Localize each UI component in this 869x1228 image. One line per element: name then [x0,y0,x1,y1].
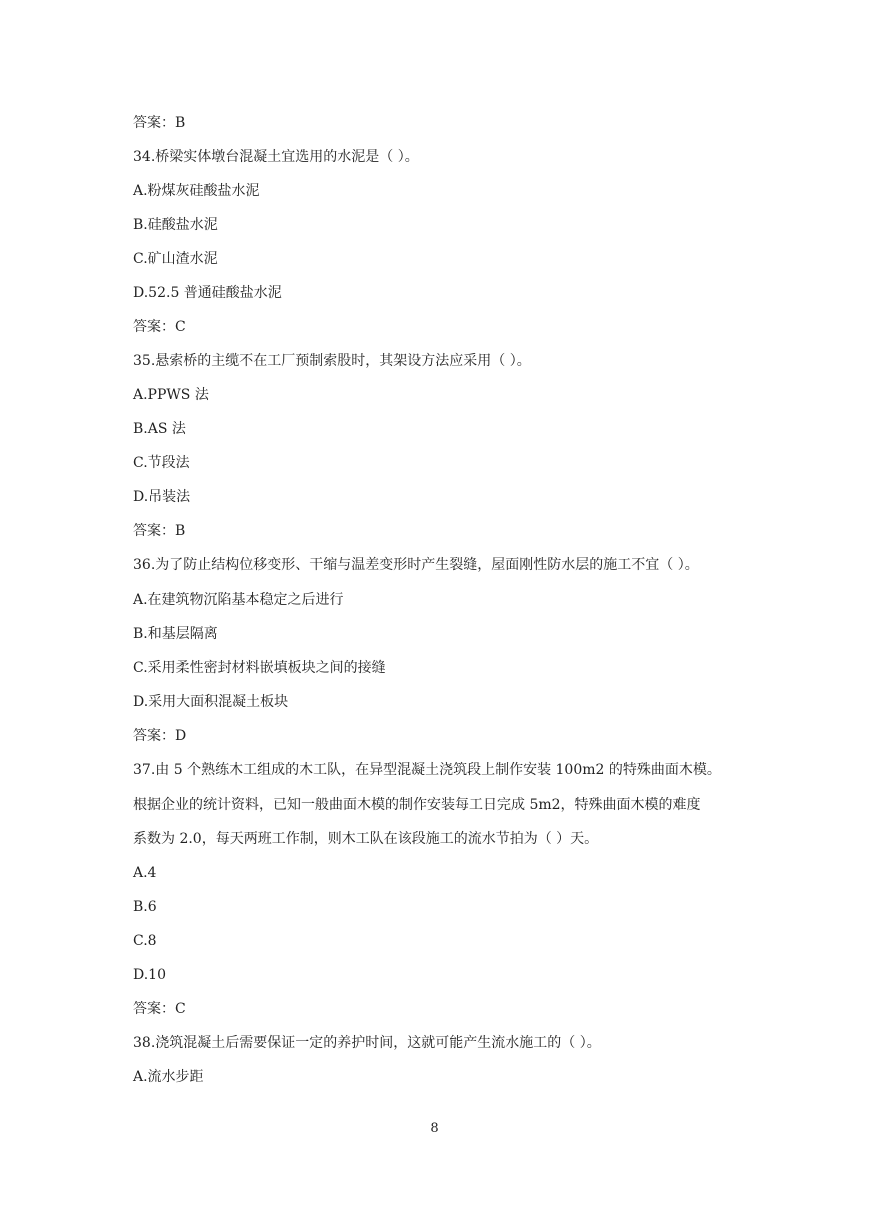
q36-option-d: D.采用大面积混凝土板块 [133,694,289,710]
q37-option-b: B.6 [133,899,157,915]
q35-option-a: A.PPWS 法 [133,387,209,403]
q36-option-a: A.在建筑物沉陷基本稳定之后进行 [133,592,344,608]
question-37-line-1: 37.由 5 个熟练木工组成的木工队，在异型混凝土浇筑段上制作安装 100m2 的特殊曲面木模。 [133,762,721,778]
q34-option-b: B.硅酸盐水泥 [133,217,218,233]
q38-option-a: A.流水步距 [133,1069,204,1085]
page-number: 8 [430,1121,439,1136]
q35-option-c: C.节段法 [133,455,190,471]
answer-33: 答案：B [133,115,186,131]
question-38: 38.浇筑混凝土后需要保证一定的养护时间，这就可能产生流水施工的（ ）。 [133,1035,601,1051]
answer-37: 答案：C [133,1001,186,1017]
question-34: 34.桥梁实体墩台混凝土宜选用的水泥是（ ）。 [133,149,419,165]
answer-35: 答案：B [133,523,186,539]
q34-option-d: D.52.5 普通硅酸盐水泥 [133,285,282,301]
q34-option-c: C.矿山渣水泥 [133,251,218,267]
answer-34: 答案：C [133,319,186,335]
q37-option-a: A.4 [133,865,157,881]
answer-36: 答案：D [133,728,187,744]
q35-option-b: B.AS 法 [133,421,186,437]
question-36: 36.为了防止结构位移变形、干缩与温差变形时产生裂缝，屋面刚性防水层的施工不宜（ ）。 [133,557,699,573]
q37-option-d: D.10 [133,967,166,983]
q37-option-c: C.8 [133,933,157,949]
question-35: 35.悬索桥的主缆不在工厂预制索股时，其架设方法应采用（ ）。 [133,353,531,369]
question-37-line-3: 系数为 2.0，每天两班工作制，则木工队在该段施工的流水节拍为（ ）天。 [133,831,599,847]
q34-option-a: A.粉煤灰硅酸盐水泥 [133,183,260,199]
q36-option-b: B.和基层隔离 [133,626,218,642]
q35-option-d: D.吊装法 [133,489,191,505]
question-37-line-2: 根据企业的统计资料，已知一般曲面木模的制作安装每工日完成 5m2，特殊曲面木模的难度 [133,797,701,813]
q36-option-c: C.采用柔性密封材料嵌填板块之间的接缝 [133,660,386,676]
